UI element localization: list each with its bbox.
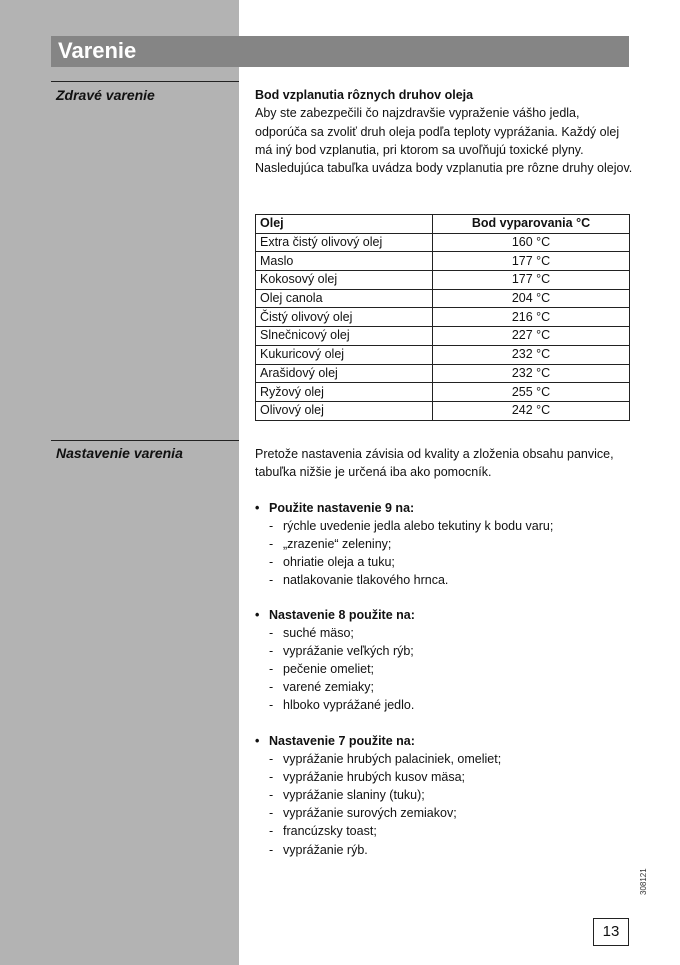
- page-title: Varenie: [58, 38, 137, 63]
- dash-marker: -: [269, 680, 274, 695]
- dash-marker: -: [269, 662, 274, 677]
- left-sidebar-band: [0, 0, 239, 965]
- table-row: [256, 289, 630, 308]
- column-header-oil: Olej: [256, 215, 433, 234]
- setting-group-title: • Nastavenie 7 použite na:: [255, 732, 635, 750]
- flash-point-cell: 216 °C: [433, 308, 630, 327]
- page-title-bar: [51, 36, 629, 67]
- oil-name-cell: Kukuricový olej: [256, 345, 433, 364]
- list-item: - hlboko vyprážané jedlo.: [255, 696, 635, 714]
- list-item: - francúzsky toast;: [255, 822, 635, 840]
- list-item: - pečenie omeliet;: [255, 660, 635, 678]
- table-row: [256, 401, 630, 420]
- table-row: [256, 383, 630, 402]
- flash-point-cell: 242 °C: [433, 401, 630, 420]
- setting-group-8: [255, 606, 635, 715]
- dash-marker: -: [269, 644, 274, 659]
- dash-marker: -: [269, 788, 274, 803]
- flash-point-paragraph: Aby ste zabezpečili čo najzdravšie vypraženie vášho jedla, odporúča sa zvoliť druh oleja podľa teploty vyprážania. Každý olej má iný bod vzplanutia, pri ktorom sa uvoľňujú toxické plyny. Nasledujúca tabuľka uvádza body vzplanutia pre rôzne druhy olejov.: [255, 106, 633, 176]
- table-row: [256, 327, 630, 346]
- flash-point-cell: 177 °C: [433, 252, 630, 271]
- oil-name-cell: Arašidový olej: [256, 364, 433, 383]
- table-row: [256, 364, 630, 383]
- oil-name-cell: Olivový olej: [256, 401, 433, 420]
- list-item: - suché mäso;: [255, 624, 635, 642]
- dash-marker: -: [269, 573, 274, 588]
- dash-marker: -: [269, 842, 274, 857]
- page-number: 13: [593, 918, 629, 946]
- dash-marker: -: [269, 698, 274, 713]
- flash-point-cell: 232 °C: [433, 364, 630, 383]
- table-row: [256, 252, 630, 271]
- list-item: - vyprážanie hrubých kusov mäsa;: [255, 768, 635, 786]
- list-item: - ohriatie oleja a tuku;: [255, 553, 635, 571]
- dash-marker: -: [269, 555, 274, 570]
- oil-name-cell: Extra čistý olivový olej: [256, 233, 433, 252]
- flash-point-cell: 160 °C: [433, 233, 630, 252]
- oil-name-cell: Čistý olivový olej: [256, 308, 433, 327]
- section-title-cooking-settings: Nastavenie varenia: [56, 445, 183, 461]
- list-item: - vyprážanie surových zemiakov;: [255, 804, 635, 822]
- section-divider: [51, 81, 239, 82]
- dash-marker: -: [269, 519, 274, 534]
- setting-group-9: [255, 499, 635, 589]
- flash-point-cell: 204 °C: [433, 289, 630, 308]
- list-item: - rýchle uvedenie jedla alebo tekutiny k bodu varu;: [255, 517, 635, 535]
- table-header-row: [256, 215, 630, 234]
- dash-marker: -: [269, 537, 274, 552]
- flash-point-cell: 255 °C: [433, 383, 630, 402]
- oil-name-cell: Maslo: [256, 252, 433, 271]
- column-header-flash-point: Bod vyparovania °C: [433, 215, 630, 234]
- dash-marker: -: [269, 770, 274, 785]
- list-item: - vyprážanie rýb.: [255, 841, 635, 859]
- table-row: [256, 345, 630, 364]
- dash-marker: -: [269, 824, 274, 839]
- healthy-cooking-text: [255, 86, 633, 177]
- list-item: - „zrazenie“ zeleniny;: [255, 535, 635, 553]
- list-item: - vyprážanie veľkých rýb;: [255, 642, 635, 660]
- setting-group-title: • Nastavenie 8 použite na:: [255, 606, 635, 624]
- oil-name-cell: Ryžový olej: [256, 383, 433, 402]
- dash-marker: -: [269, 752, 274, 767]
- bullet-marker: •: [255, 734, 260, 748]
- oil-name-cell: Slnečnicový olej: [256, 327, 433, 346]
- dash-marker: -: [269, 626, 274, 641]
- oil-name-cell: Kokosový olej: [256, 271, 433, 290]
- setting-group-7: [255, 732, 635, 859]
- settings-intro: Pretože nastavenia závisia od kvality a zloženia obsahu panvice, tabuľka nižšie je určená iba ako pomocník.: [255, 447, 614, 480]
- flash-point-cell: 227 °C: [433, 327, 630, 346]
- flash-point-cell: 232 °C: [433, 345, 630, 364]
- flash-point-cell: 177 °C: [433, 271, 630, 290]
- bullet-marker: •: [255, 608, 260, 622]
- table-row: [256, 233, 630, 252]
- list-item: - vyprážanie slaniny (tuku);: [255, 786, 635, 804]
- table-row: [256, 271, 630, 290]
- oil-flash-point-table: [255, 214, 630, 421]
- list-item: - vyprážanie hrubých palaciniek, omeliet;: [255, 750, 635, 768]
- list-item: - varené zemiaky;: [255, 678, 635, 696]
- list-item: - natlakovanie tlakového hrnca.: [255, 571, 635, 589]
- section-title-healthy-cooking: Zdravé varenie: [56, 87, 155, 103]
- setting-group-title: • Použite nastavenie 9 na:: [255, 499, 635, 517]
- document-code: 308121: [639, 868, 648, 895]
- table-row: [256, 308, 630, 327]
- bullet-marker: •: [255, 501, 260, 515]
- section-divider: [51, 440, 239, 441]
- flash-point-heading: Bod vzplanutia rôznych druhov oleja: [255, 88, 474, 102]
- oil-name-cell: Olej canola: [256, 289, 433, 308]
- dash-marker: -: [269, 806, 274, 821]
